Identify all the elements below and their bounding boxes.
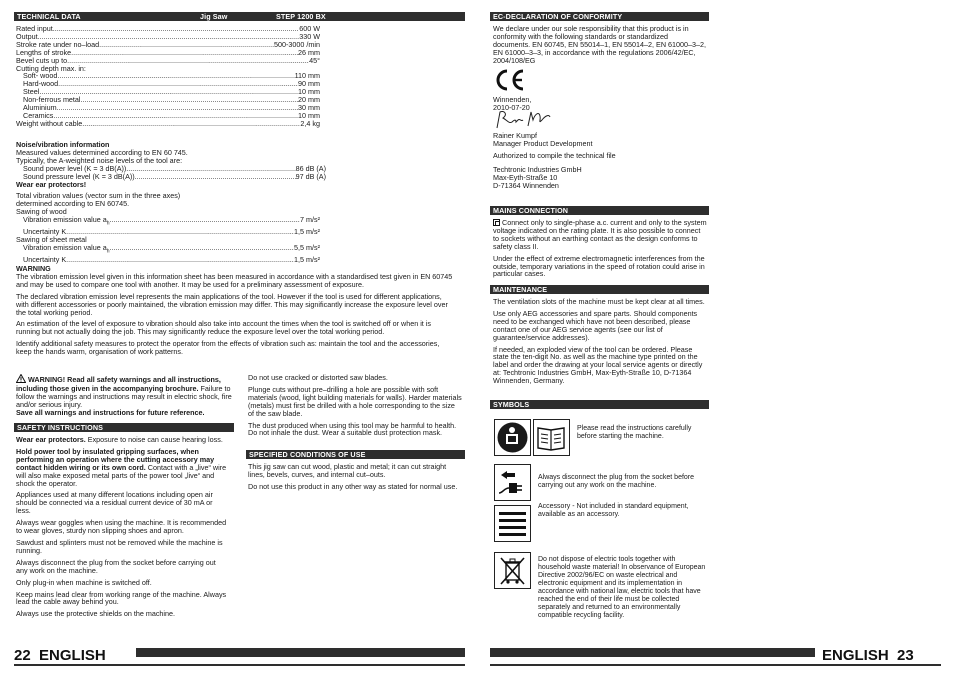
spec-row: Ceramics ..... 10 mm: [16, 112, 320, 120]
mid-paragraph: This jig saw can cut wood, plastic and metal; it can cut straight lines, bevels, curves, and internal cut–outs.: [248, 462, 447, 479]
footer-bar-right: [490, 648, 815, 657]
mains-connection-header: MAINS CONNECTION: [490, 206, 709, 215]
safety-list: [16, 436, 229, 622]
spec-row: Soft- wood ..... 110 mm: [16, 72, 320, 80]
safety-paragraph: Always use the protective shields on the machine.: [16, 609, 176, 619]
mains-paragraph: Connect only to single-phase a.c. current and only to the system voltage indicated on the rating plate. It is also possible to connect to sockets without an earthing contact as the design conforms to safety class II.: [493, 218, 707, 251]
company-street: Max-Eyth-Straße 10: [493, 172, 558, 182]
spec-row: Lengths of stroke ..... 26 mm: [16, 49, 320, 57]
technical-data-title: TECHNICAL DATA: [17, 12, 81, 21]
place-date: Winnenden, 2010-07-20: [493, 95, 532, 112]
vibration-row: Uncertainty K ..... 1,5 m/s²: [16, 256, 320, 264]
warning-paragraph: The vibration emission level given in this information sheet has been measured in accordance with a standardised test given in EN 60745 and may be used to compare one tool with another. It may be used for a preliminary assessment of exposure.: [16, 271, 453, 289]
noise-line: Measured values determined according to EN 60 745.: [16, 147, 188, 157]
general-warning-bold: WARNING! Read all safety warnings and all instructions, including those given in the accompanying brochure.: [16, 375, 221, 393]
spec-list: [16, 25, 320, 128]
safety-paragraph: Only plug-in when machine is switched off.: [16, 577, 152, 587]
save-warnings: Save all warnings and instructions for future reference.: [16, 407, 205, 417]
authorized-text: Authorized to compile the technical file: [493, 150, 616, 160]
accessory-icon: [494, 505, 531, 542]
vibration-block: [16, 192, 320, 264]
vibration-row: Vibration emission value $a_h$ ..... 7 m/s²: [16, 216, 320, 228]
maintenance-paragraph: The ventilation slots of the machine must be kept clear at all times.: [493, 297, 705, 306]
symbol-unplug-text: Always disconnect the plug from the socket before carrying out any work on the machine.: [538, 474, 695, 489]
spec-row: Rated input ..... 600 W: [16, 25, 320, 33]
tool-name: Jig Saw: [200, 12, 228, 21]
mid-paragraph: Do not use this product in any other way as stated for normal use.: [248, 481, 458, 491]
mid-paragraph: Do not use cracked or distorted saw blades.: [248, 373, 388, 382]
cutting-depth-label: Cutting depth max. in:: [16, 63, 86, 73]
safety-instructions-header: SAFETY INSTRUCTIONS: [14, 423, 234, 432]
warning-paragraph: The declared vibration emission level represents the main applications of the tool. However if the tool is used for different applications, with different accessories or poorly maintained, the vibration emission may differ. This may significantly increase the exposure level over the total working period.: [16, 291, 448, 317]
maintenance-header: MAINTENANCE: [490, 285, 709, 294]
warning-paragraph: An estimation of the level of exposure to vibration should also take into account the times when the tool is switched off or when it is running but not actually doing the job. This may significantly reduce the exposure level over the total working period.: [16, 319, 431, 337]
weee-crossed-bin-icon: [494, 552, 531, 589]
noise-line: Typically, the A-weighted noise levels of the tool are:: [16, 155, 183, 165]
signer-role: Manager Product Development: [493, 138, 593, 148]
ce-mark-icon: [494, 68, 526, 97]
spec-row: Output ..... 330 W: [16, 33, 320, 41]
safety-paragraph: Sawdust and splinters must not be removed while the machine is running.: [16, 537, 223, 555]
company-city: D-71364 Winnenden: [493, 180, 559, 190]
symbols-header: SYMBOLS: [490, 400, 709, 409]
symbol-accessory-text: Accessory - Not included in standard equipment, available as an accessory.: [538, 503, 689, 518]
noise-block: [16, 141, 326, 188]
technical-data-header: [14, 12, 465, 21]
manual-book-icon: [533, 419, 570, 456]
spec-row: Non-ferrous metal ..... 20 mm: [16, 96, 320, 104]
maintenance: [493, 298, 707, 389]
ec-text: We declare under our sole responsibility that this product is in conformity with the following standards or standardized documents. EN 60745, EN 55014–1, EN 55014–2, EN 61000–3–2, EN 61000–3–3, in accordance with the regulations 2006/42/EC, 2004/108/EG: [493, 24, 706, 65]
spec-row: Weight without cable ..... 2,4 kg: [16, 120, 320, 128]
vibration-line: Total vibration values (vector sum in the three axes): [16, 191, 181, 200]
safety-paragraph: Wear ear protectors. Exposure to noise can cause hearing loss.: [16, 435, 223, 444]
class-ii-icon: [493, 219, 500, 226]
safety-paragraph: Hold power tool by insulated gripping surfaces, when performing an operation where the cutting accessory may contact hidden wiring or its own cord. Contact with a „live“ wire will also make exposed metal parts of the power tool „live“ and shock the operator.: [16, 446, 227, 488]
noise-row: Sound pressure level (K = 3 dB(A)) ..... 97 dB (A): [16, 173, 326, 181]
safety-paragraph: Appliances used at many different locations including open air should be connected via a residual current device of 30 mA or less.: [16, 490, 213, 516]
symbol-read-instructions-text: Please read the instructions carefully before starting the machine.: [577, 425, 692, 440]
noise-row: Sound power level (K = 3 dB(A)) ..... 86 dB (A): [16, 165, 326, 173]
spec-row: Stroke rate under no–load ..... 500-3000 /min: [16, 41, 320, 49]
safety-paragraph: Always wear goggles when using the machine. It is recommended to wear gloves, sturdy non slipping shoes and apron.: [16, 518, 227, 536]
spec-row: Steel ..... 10 mm: [16, 88, 320, 96]
noise-title: Noise/vibration information: [16, 140, 110, 149]
signer-name: Rainer Kumpf: [493, 131, 537, 140]
mid-paragraph: The dust produced when using this tool may be harmful to health. Do not inhale the dust. Wear a suitable dust protection mask.: [248, 420, 457, 438]
footer-bar-left: [136, 648, 465, 657]
spec-row: Hard-wood ..... 90 mm: [16, 80, 320, 88]
unplug-icon: [494, 464, 531, 501]
maintenance-paragraph: If needed, an exploded view of the tool can be ordered. Please state the ten-digit No. as well as the machine type printed on the label and order the drawing at your local service agents or directly at: Techtronic Industries GmbH, Max-Eyth-Straße 10, D-71364 Winnenden, Germany.: [493, 344, 703, 386]
ec-declaration-header: EC-DECLARATION OF CONFORMITY: [490, 12, 709, 21]
wood-title: Sawing of wood: [16, 206, 67, 216]
ec-declaration: [493, 25, 707, 69]
maintenance-paragraph: Use only AEG accessories and spare parts. Should components need to be exchanged which have not been described, please contact one of our AEG service agents (see our list of guarantee/service addresses).: [493, 308, 698, 342]
mid-column: [248, 374, 462, 441]
mains-connection: [493, 219, 707, 282]
general-warning: [16, 374, 234, 417]
safety-paragraph: Always disconnect the plug from the socket before carrying out any work on the machine.: [16, 557, 216, 575]
spec-row: Aluminium ..... 30 mm: [16, 104, 320, 112]
general-warning-text: Failure to follow the warnings and instructions may result in electric shock, fire and/or serious injury.: [16, 383, 232, 409]
symbol-weee-text: Do not dispose of electric tools together with household waste material! In observance of European Directive 2002/96/EC on waste electrical and electronic equipment and its implementation in accordance with national law, electric tools that have reached the end of their life must be collected separately and returned to an environmentally compatible recycling facility.: [538, 556, 706, 619]
warning-block: [16, 265, 456, 360]
model-name: STEP 1200 BX: [276, 12, 326, 21]
warning-paragraph: Identify additional safety measures to protect the operator from the effects of vibration such as: maintain the tool and the accessories, keep the hands warm, organisation of work patterns.: [16, 339, 440, 357]
vibration-line: determined according to EN 60745.: [16, 198, 130, 208]
specified-conditions-header: SPECIFIED CONDITIONS OF USE: [246, 450, 465, 459]
ear-protect-note: Wear ear protectors!: [16, 179, 87, 189]
mid-column-lower: [248, 463, 462, 495]
metal-title: Sawing of sheet metal: [16, 234, 87, 244]
warning-title: WARNING: [16, 264, 51, 273]
company-name: Techtronic Industries GmbH: [493, 164, 582, 174]
vibration-row: Uncertainty K ..... 1,5 m/s²: [16, 228, 320, 236]
footer-line-left: [14, 664, 465, 666]
page-number-left: 22 ENGLISH: [14, 647, 106, 664]
footer-line-right: [490, 664, 941, 666]
page-number-right: ENGLISH 23: [822, 647, 914, 664]
safety-paragraph: Keep mains lead clear from working range of the machine. Always lead the cable away behind you.: [16, 589, 227, 607]
signer-block: [493, 132, 707, 189]
spec-row: Bevel cuts up to ..... 45°: [16, 57, 320, 65]
read-manual-person-icon: [494, 419, 531, 456]
vibration-row: Vibration emission value $a_h$ ..... 5,5 m/s²: [16, 244, 320, 256]
mid-paragraph: Plunge cuts without pre–drilling a hole are possible with soft materials (wood, light building materials for walls). Harder materials (metals) must first be drilled with a hole corresponding to the size of the saw blade.: [248, 384, 462, 418]
mains-paragraph: Under the effect of extreme electromagnetic interferences from the outside, temporary variations in the speed of rotation could arise in particular cases.: [493, 253, 705, 279]
